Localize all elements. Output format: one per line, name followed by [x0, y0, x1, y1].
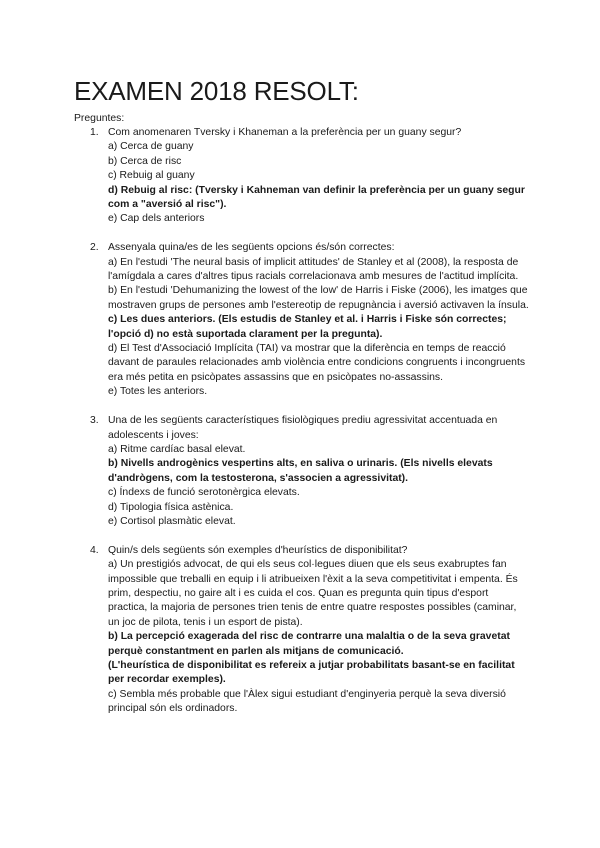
answer-option: e) Cap dels anteriors — [108, 213, 205, 225]
answer-option: b) En l'estudi 'Dehumanizing the lowest of the low' de Harris i Fiske (2006), les imatges que mostraven grups de persones amb l'estereotip de repugnància i aversió activaven la ínsula. — [108, 285, 529, 311]
question-body — [108, 414, 530, 529]
answer-option: c) Sembla més probable que l'Àlex sigui estudiant d'enginyeria perquè la seva diversió principal són els ordinadors. — [108, 688, 506, 715]
answer-options — [108, 256, 530, 400]
question-item — [74, 126, 530, 227]
questions-heading: Preguntes: — [74, 113, 125, 124]
answer-option: e) Cortisol plasmàtic elevat. — [108, 515, 236, 527]
question-number: 4. — [90, 544, 99, 556]
question-item — [74, 241, 530, 399]
question-text: Una de les següents característiques fisiològiques prediu agressivitat accentuada en adolescents i joves: — [108, 415, 498, 441]
question-number: 2. — [90, 242, 99, 254]
question-text: Quin/s dels següents són exemples d'heurístics de disponibilitat? — [108, 544, 408, 556]
correct-answer-option: c) Les dues anteriors. (Els estudis de Stanley et al. i Harris i Fiske són correctes; l'opció d) no està suportada clarament per la pregunta). — [108, 314, 507, 340]
answer-option: b) Cerca de risc — [108, 155, 182, 167]
answer-option: e) Totes les anteriors. — [108, 386, 208, 398]
question-number: 1. — [90, 127, 99, 138]
question-body — [108, 126, 530, 227]
answer-option: c) Rebuig al guany — [108, 170, 195, 182]
answer-option: c) Índexs de funció serotonèrgica elevats. — [108, 487, 300, 499]
answer-option: d) Tipologia física astènica. — [108, 501, 234, 513]
answer-options — [108, 443, 530, 529]
question-list — [74, 126, 530, 731]
question-body — [108, 241, 530, 399]
question-item — [74, 544, 530, 717]
answer-option: a) En l'estudi 'The neural basis of implicit attitudes' de Stanley et al (2008), la resposta de l'amígdala a cares d'altres tipus racials correlacionava amb mesures de l'actitud implícita. — [108, 256, 519, 283]
question-number: 3. — [90, 415, 99, 427]
answer-option: a) Un prestigiós advocat, de qui els seus col·legues diuen que els seus exabruptes fan impossible que treballi en equip i li atribueixen l'èxit a la seva competitivitat i empenta. És prim, despectiu, no gaire alt i es cuida el cos. Quan es pregunta quin tipus d'esport practica, la majoria de persones trien tenis de entre quatre respostes possibles (caminar, un joc de pilota, tenis i un esport de pista). — [108, 559, 518, 628]
answer-option: a) Ritme cardíac basal elevat. — [108, 443, 246, 455]
question-item — [74, 414, 530, 529]
question-text: Assenyala quina/es de les següents opcions és/són correctes: — [108, 242, 395, 254]
answer-option: a) Cerca de guany — [108, 141, 194, 153]
answer-options — [108, 558, 530, 716]
question-body — [108, 544, 530, 717]
question-text: Com anomenaren Tversky i Khaneman a la preferència per un guany segur? — [108, 127, 462, 138]
correct-answer-option: d) Rebuig al risc: (Tversky i Kahneman van definir la preferència per un guany segur com a "aversió al risc"). — [108, 184, 525, 211]
answer-option: d) El Test d'Associació Implícita (TAI) va mostrar que la diferència en temps de reacció davant de paraules relacionades amb violència entre condicions congruents i incongruents era més petita en psicòpates assassins que en psicòpates no-assassins. — [108, 343, 526, 383]
correct-answer-option: b) La percepció exagerada del risc de contrarre una malaltia o de la seva gravetat perquè constantment en parlen als mitjans de comunicació. — [108, 631, 510, 657]
answer-options — [108, 140, 530, 226]
correct-answer-option: b) Nivells androgènics vespertins alts, en saliva o urinaris. (Els nivells elevats d'andrògens, com la testosterona, s'associen a agressivitat). — [108, 458, 493, 484]
correct-answer-option: (L'heurística de disponibilitat es refereix a jutjar probabilitats basant-se en facilitat per recordar exemples). — [108, 659, 515, 686]
page-title: EXAMEN 2018 RESOLT: — [74, 76, 359, 106]
